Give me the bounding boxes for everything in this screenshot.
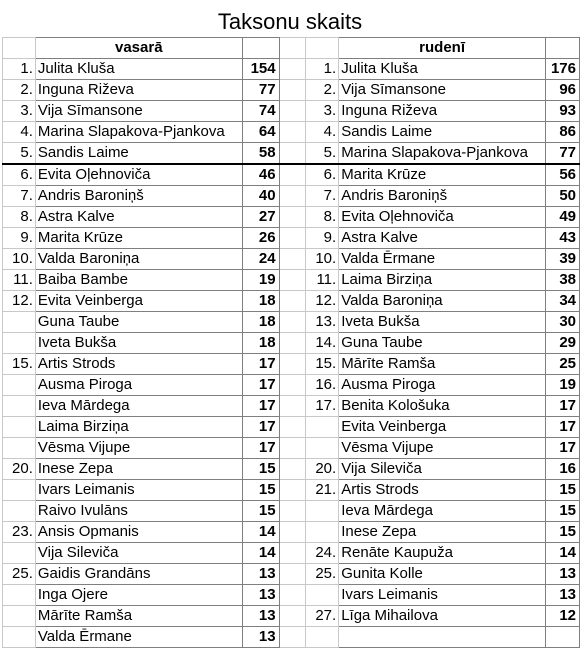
right-value-cell: 39 bbox=[545, 249, 579, 270]
left-rank-cell bbox=[3, 417, 36, 438]
left-value-cell: 24 bbox=[242, 249, 279, 270]
spacer-cell bbox=[279, 122, 306, 143]
left-rank-cell bbox=[3, 375, 36, 396]
right-value-cell: 19 bbox=[545, 375, 579, 396]
left-rank-cell bbox=[3, 585, 36, 606]
left-name-cell: Sandis Laime bbox=[35, 143, 242, 165]
table-row bbox=[3, 312, 580, 333]
table-row bbox=[3, 122, 580, 143]
taxa-count-table bbox=[2, 37, 580, 648]
right-value-cell: 17 bbox=[545, 417, 579, 438]
left-name-cell: Baiba Bambe bbox=[35, 270, 242, 291]
right-rank-cell: 24. bbox=[306, 543, 339, 564]
right-name-cell: Evita Oļehnoviča bbox=[339, 207, 546, 228]
left-name-cell: Artis Strods bbox=[35, 354, 242, 375]
left-value-cell: 13 bbox=[242, 585, 279, 606]
right-value-cell: 15 bbox=[545, 501, 579, 522]
right-rank-cell: 11. bbox=[306, 270, 339, 291]
right-value-cell: 96 bbox=[545, 80, 579, 101]
right-rank-cell bbox=[306, 522, 339, 543]
table-row bbox=[3, 459, 580, 480]
right-rank-cell bbox=[306, 438, 339, 459]
table-row bbox=[3, 627, 580, 648]
right-rank-cell: 1. bbox=[306, 59, 339, 80]
spacer-cell bbox=[279, 375, 306, 396]
right-name-cell: Benita Kološuka bbox=[339, 396, 546, 417]
table-row bbox=[3, 354, 580, 375]
left-value-cell: 19 bbox=[242, 270, 279, 291]
table-row bbox=[3, 270, 580, 291]
right-rank-cell: 14. bbox=[306, 333, 339, 354]
table-row bbox=[3, 333, 580, 354]
right-rank-cell: 17. bbox=[306, 396, 339, 417]
right-rank-cell: 8. bbox=[306, 207, 339, 228]
spacer-cell bbox=[279, 80, 306, 101]
left-name-cell: Iveta Bukša bbox=[35, 333, 242, 354]
left-name-cell: Evita Oļehnoviča bbox=[35, 164, 242, 186]
left-rank-cell bbox=[3, 438, 36, 459]
table-row bbox=[3, 291, 580, 312]
right-value-cell: 34 bbox=[545, 291, 579, 312]
right-value-cell: 38 bbox=[545, 270, 579, 291]
left-value-cell: 27 bbox=[242, 207, 279, 228]
left-name-cell: Guna Taube bbox=[35, 312, 242, 333]
table-row bbox=[3, 480, 580, 501]
spacer-cell bbox=[279, 143, 306, 165]
right-value-cell: 29 bbox=[545, 333, 579, 354]
left-name-cell: Vija Sīmansone bbox=[35, 101, 242, 122]
left-value-cell: 18 bbox=[242, 291, 279, 312]
right-name-cell: Ivars Leimanis bbox=[339, 585, 546, 606]
left-rank-cell: 3. bbox=[3, 101, 36, 122]
left-rank-cell: 9. bbox=[3, 228, 36, 249]
right-name-cell: Marina Slapakova-Pjankova bbox=[339, 143, 546, 165]
right-rank-cell: 9. bbox=[306, 228, 339, 249]
left-value-cell: 74 bbox=[242, 101, 279, 122]
left-name-cell: Vēsma Vijupe bbox=[35, 438, 242, 459]
right-value-cell: 49 bbox=[545, 207, 579, 228]
left-value-cell: 17 bbox=[242, 417, 279, 438]
left-value-cell: 13 bbox=[242, 606, 279, 627]
left-rank-cell: 23. bbox=[3, 522, 36, 543]
table-body bbox=[3, 38, 580, 648]
left-name-cell: Ansis Opmanis bbox=[35, 522, 242, 543]
table-row bbox=[3, 564, 580, 585]
right-value-cell: 17 bbox=[545, 438, 579, 459]
right-value-cell: 43 bbox=[545, 228, 579, 249]
left-value-cell: 15 bbox=[242, 501, 279, 522]
right-rank-cell: 20. bbox=[306, 459, 339, 480]
spacer-cell bbox=[279, 228, 306, 249]
table-row bbox=[3, 585, 580, 606]
spacer-cell bbox=[279, 333, 306, 354]
left-value-cell: 18 bbox=[242, 312, 279, 333]
right-value-cell: 50 bbox=[545, 186, 579, 207]
left-rank-cell: 6. bbox=[3, 164, 36, 186]
left-rank-cell bbox=[3, 333, 36, 354]
left-value-cell: 40 bbox=[242, 186, 279, 207]
right-rank-cell: 13. bbox=[306, 312, 339, 333]
left-value-cell: 17 bbox=[242, 438, 279, 459]
right-name-cell: Ieva Mārdega bbox=[339, 501, 546, 522]
right-rank-cell bbox=[306, 501, 339, 522]
left-value-cell: 18 bbox=[242, 333, 279, 354]
spacer-cell bbox=[279, 564, 306, 585]
left-rank-cell: 15. bbox=[3, 354, 36, 375]
table-row bbox=[3, 543, 580, 564]
right-value-cell: 13 bbox=[545, 585, 579, 606]
right-name-cell: Guna Taube bbox=[339, 333, 546, 354]
spacer-cell bbox=[279, 207, 306, 228]
right-rank-cell: 4. bbox=[306, 122, 339, 143]
left-name-cell: Inguna Riževa bbox=[35, 80, 242, 101]
right-name-cell: Sandis Laime bbox=[339, 122, 546, 143]
right-value-cell: 93 bbox=[545, 101, 579, 122]
header-rank-cell bbox=[306, 38, 339, 59]
right-value-cell: 12 bbox=[545, 606, 579, 627]
right-rank-cell bbox=[306, 627, 339, 648]
spacer-cell bbox=[279, 186, 306, 207]
spacer-cell bbox=[279, 606, 306, 627]
left-name-cell: Gaidis Grandāns bbox=[35, 564, 242, 585]
left-name-cell: Marina Slapakova-Pjankova bbox=[35, 122, 242, 143]
table-row bbox=[3, 606, 580, 627]
right-name-cell: Valda Ērmane bbox=[339, 249, 546, 270]
right-name-cell: Renāte Kaupuža bbox=[339, 543, 546, 564]
right-name-cell bbox=[339, 627, 546, 648]
left-rank-cell bbox=[3, 312, 36, 333]
right-name-cell: Mārīte Ramša bbox=[339, 354, 546, 375]
table-row bbox=[3, 228, 580, 249]
right-name-cell: Vija Sileviča bbox=[339, 459, 546, 480]
right-name-cell: Marita Krūze bbox=[339, 164, 546, 186]
left-rank-cell bbox=[3, 501, 36, 522]
table-row bbox=[3, 396, 580, 417]
right-rank-cell: 2. bbox=[306, 80, 339, 101]
spacer-cell bbox=[279, 354, 306, 375]
spacer-cell bbox=[279, 38, 306, 59]
left-value-cell: 15 bbox=[242, 480, 279, 501]
left-value-cell: 17 bbox=[242, 396, 279, 417]
spacer-cell bbox=[279, 249, 306, 270]
right-rank-cell: 15. bbox=[306, 354, 339, 375]
left-rank-cell: 20. bbox=[3, 459, 36, 480]
left-name-cell: Vija Sileviča bbox=[35, 543, 242, 564]
left-name-cell: Ausma Piroga bbox=[35, 375, 242, 396]
right-name-cell: Julita Kluša bbox=[339, 59, 546, 80]
left-value-cell: 17 bbox=[242, 375, 279, 396]
spacer-cell bbox=[279, 459, 306, 480]
right-value-cell: 16 bbox=[545, 459, 579, 480]
left-name-cell: Inga Ojere bbox=[35, 585, 242, 606]
left-value-cell: 17 bbox=[242, 354, 279, 375]
table-row bbox=[3, 417, 580, 438]
right-name-cell: Iveta Bukša bbox=[339, 312, 546, 333]
spacer-cell bbox=[279, 59, 306, 80]
spacer-cell bbox=[279, 417, 306, 438]
right-value-cell: 176 bbox=[545, 59, 579, 80]
left-name-cell: Valda Baroniņa bbox=[35, 249, 242, 270]
right-name-cell: Laima Birziņa bbox=[339, 270, 546, 291]
left-value-cell: 154 bbox=[242, 59, 279, 80]
right-rank-cell: 10. bbox=[306, 249, 339, 270]
left-rank-cell: 4. bbox=[3, 122, 36, 143]
left-rank-cell bbox=[3, 543, 36, 564]
right-value-cell: 17 bbox=[545, 396, 579, 417]
spacer-cell bbox=[279, 501, 306, 522]
spacer-cell bbox=[279, 396, 306, 417]
right-rank-cell: 21. bbox=[306, 480, 339, 501]
spacer-cell bbox=[279, 438, 306, 459]
right-value-cell: 30 bbox=[545, 312, 579, 333]
header-rank-cell bbox=[3, 38, 36, 59]
right-name-cell: Andris Baroniņš bbox=[339, 186, 546, 207]
spacer-cell bbox=[279, 480, 306, 501]
left-value-cell: 77 bbox=[242, 80, 279, 101]
table-row bbox=[3, 59, 580, 80]
left-rank-cell: 12. bbox=[3, 291, 36, 312]
right-rank-cell: 5. bbox=[306, 143, 339, 165]
spacer-cell bbox=[279, 585, 306, 606]
left-rank-cell: 5. bbox=[3, 143, 36, 165]
table-row bbox=[3, 375, 580, 396]
left-value-cell: 46 bbox=[242, 164, 279, 186]
right-value-cell: 77 bbox=[545, 143, 579, 165]
left-value-cell: 13 bbox=[242, 627, 279, 648]
right-value-cell: 25 bbox=[545, 354, 579, 375]
right-name-cell: Gunita Kolle bbox=[339, 564, 546, 585]
right-rank-cell bbox=[306, 417, 339, 438]
left-name-cell: Marita Krūze bbox=[35, 228, 242, 249]
right-name-cell: Ausma Piroga bbox=[339, 375, 546, 396]
right-value-cell: 15 bbox=[545, 480, 579, 501]
left-name-cell: Evita Veinberga bbox=[35, 291, 242, 312]
right-rank-cell: 12. bbox=[306, 291, 339, 312]
header-autumn: rudenī bbox=[339, 38, 546, 59]
left-rank-cell bbox=[3, 606, 36, 627]
right-name-cell: Inese Zepa bbox=[339, 522, 546, 543]
right-value-cell: 13 bbox=[545, 564, 579, 585]
table-row bbox=[3, 522, 580, 543]
right-name-cell: Līga Mihailova bbox=[339, 606, 546, 627]
spacer-cell bbox=[279, 312, 306, 333]
spacer-cell bbox=[279, 522, 306, 543]
right-name-cell: Astra Kalve bbox=[339, 228, 546, 249]
header-row bbox=[3, 38, 580, 59]
left-rank-cell bbox=[3, 396, 36, 417]
right-name-cell: Evita Veinberga bbox=[339, 417, 546, 438]
table-row bbox=[3, 186, 580, 207]
left-value-cell: 14 bbox=[242, 543, 279, 564]
spacer-cell bbox=[279, 543, 306, 564]
spacer-cell bbox=[279, 627, 306, 648]
header-autumn-value-cell bbox=[545, 38, 579, 59]
left-name-cell: Valda Ērmane bbox=[35, 627, 242, 648]
right-value-cell: 86 bbox=[545, 122, 579, 143]
right-value-cell: 14 bbox=[545, 543, 579, 564]
right-name-cell: Artis Strods bbox=[339, 480, 546, 501]
left-rank-cell: 1. bbox=[3, 59, 36, 80]
left-rank-cell: 10. bbox=[3, 249, 36, 270]
right-value-cell: 56 bbox=[545, 164, 579, 186]
spacer-cell bbox=[279, 164, 306, 186]
left-value-cell: 14 bbox=[242, 522, 279, 543]
table-row bbox=[3, 249, 580, 270]
left-rank-cell bbox=[3, 480, 36, 501]
spacer-cell bbox=[279, 101, 306, 122]
table-row bbox=[3, 438, 580, 459]
table-row bbox=[3, 207, 580, 228]
header-summer-value-cell bbox=[242, 38, 279, 59]
spacer-cell bbox=[279, 270, 306, 291]
header-summer: vasarā bbox=[35, 38, 242, 59]
right-name-cell: Vēsma Vijupe bbox=[339, 438, 546, 459]
left-rank-cell: 7. bbox=[3, 186, 36, 207]
left-name-cell: Mārīte Ramša bbox=[35, 606, 242, 627]
left-name-cell: Ieva Mārdega bbox=[35, 396, 242, 417]
left-rank-cell: 11. bbox=[3, 270, 36, 291]
left-name-cell: Inese Zepa bbox=[35, 459, 242, 480]
left-value-cell: 58 bbox=[242, 143, 279, 165]
right-rank-cell bbox=[306, 585, 339, 606]
spacer-cell bbox=[279, 291, 306, 312]
right-name-cell: Vija Sīmansone bbox=[339, 80, 546, 101]
page-title: Taksonu skaits bbox=[217, 9, 363, 34]
left-rank-cell bbox=[3, 627, 36, 648]
table-row bbox=[3, 80, 580, 101]
right-value-cell: 15 bbox=[545, 522, 579, 543]
left-rank-cell: 25. bbox=[3, 564, 36, 585]
left-rank-cell: 2. bbox=[3, 80, 36, 101]
right-rank-cell: 7. bbox=[306, 186, 339, 207]
table-row bbox=[3, 501, 580, 522]
left-value-cell: 64 bbox=[242, 122, 279, 143]
right-rank-cell: 25. bbox=[306, 564, 339, 585]
right-name-cell: Valda Baroniņa bbox=[339, 291, 546, 312]
left-rank-cell: 8. bbox=[3, 207, 36, 228]
left-name-cell: Andris Baroniņš bbox=[35, 186, 242, 207]
left-name-cell: Raivo Ivulāns bbox=[35, 501, 242, 522]
left-name-cell: Laima Birziņa bbox=[35, 417, 242, 438]
table-row bbox=[3, 143, 580, 165]
right-rank-cell: 27. bbox=[306, 606, 339, 627]
left-name-cell: Ivars Leimanis bbox=[35, 480, 242, 501]
left-name-cell: Astra Kalve bbox=[35, 207, 242, 228]
right-rank-cell: 16. bbox=[306, 375, 339, 396]
left-value-cell: 13 bbox=[242, 564, 279, 585]
left-value-cell: 15 bbox=[242, 459, 279, 480]
right-rank-cell: 3. bbox=[306, 101, 339, 122]
right-rank-cell: 6. bbox=[306, 164, 339, 186]
table-row bbox=[3, 164, 580, 186]
right-value-cell bbox=[545, 627, 579, 648]
table-row bbox=[3, 101, 580, 122]
left-value-cell: 26 bbox=[242, 228, 279, 249]
right-name-cell: Inguna Riževa bbox=[339, 101, 546, 122]
left-name-cell: Julita Kluša bbox=[35, 59, 242, 80]
